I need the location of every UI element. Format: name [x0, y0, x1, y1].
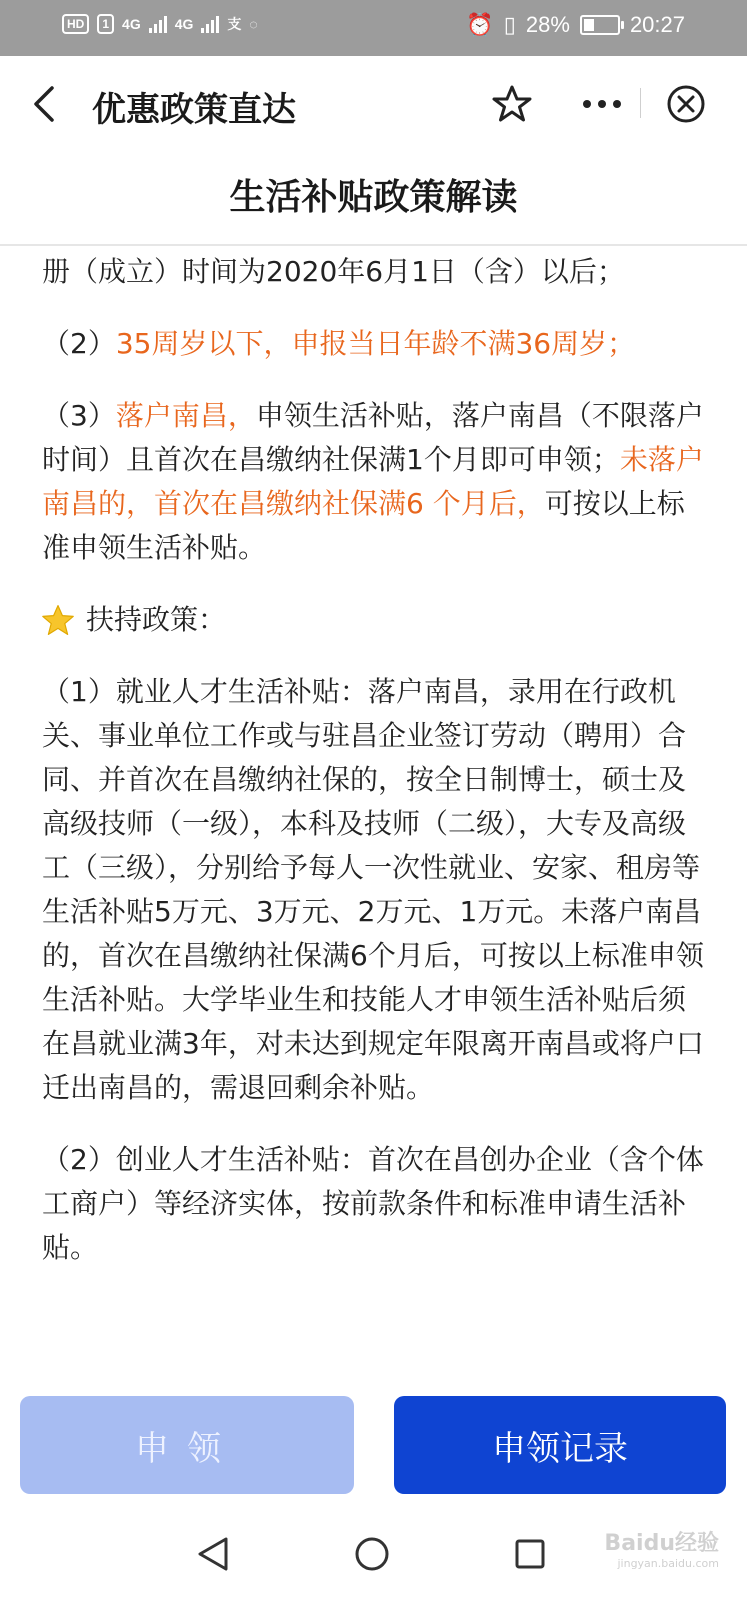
content-line: 册（成立）时间为2020年6月1日（含）以后； [42, 255, 625, 288]
signal-icon-2 [201, 15, 219, 33]
system-back-icon[interactable] [196, 1536, 230, 1572]
chat-icon: ◌ [249, 16, 258, 32]
condition-3-text-1: 申领生活补贴，落户南昌（不限落户时间）且首次在昌缴纳社保满1个月即可申领； [42, 399, 704, 476]
article-heading: 生活补贴政策解读 [229, 177, 518, 218]
status-bar [0, 0, 747, 56]
pay-icon: 支 [227, 16, 242, 32]
system-recent-icon[interactable] [514, 1538, 546, 1570]
condition-3-highlight-2: 未落户南昌的，首次在昌缴纳社保满6 个月后， [42, 443, 704, 520]
system-home-icon[interactable] [354, 1536, 390, 1572]
network-label-1: 4G [122, 16, 141, 32]
more-icon[interactable] [580, 84, 624, 124]
back-icon[interactable] [26, 84, 66, 124]
nav-divider [640, 88, 641, 118]
system-nav-bar [0, 1516, 747, 1599]
condition-2-number: （2） [42, 327, 116, 360]
section-title: 扶持政策： [86, 603, 227, 636]
policy-1: （1）就业人才生活补贴：落户南昌，录用在行政机关、事业单位工作或与驻昌企业签订劳动（聘用）合同、并首次在昌缴纳社保的，按全日制博士，硕士及高级技师（一级），本科及技师（二级），大专及高级工（三级），分别给予每人一次性就业、安家、租房等生活补贴5万元、3万元、2万元、1万元。未落户南昌的，首次在昌缴纳社保满6个月后，可按以上标准申领生活补贴。大学毕业生和技能人才申领生活补贴后须在昌就业满3年，对未达到规定年限离开南昌或将户口迁出南昌的，需退回剩余补贴。 [42, 675, 704, 1104]
close-icon[interactable] [666, 84, 706, 124]
condition-3 [42, 394, 710, 570]
vibrate-icon: ▯ [503, 12, 516, 37]
policy-2: （2）创业人才生活补贴：首次在昌创办企业（含个体工商户）等经济实体，按前款条件和标准申请生活补贴。 [42, 1143, 704, 1264]
clock: 20:27 [629, 12, 685, 37]
watermark-url: jingyan.baidu.com [617, 1557, 719, 1570]
condition-3-highlight-1: 落户南昌， [115, 399, 256, 432]
condition-3-text-2: 可按以上标准申领生活补贴。 [42, 487, 685, 564]
signal-icon-1 [149, 15, 167, 33]
network-label-2: 4G [174, 16, 194, 32]
apply-button[interactable]: 申领 [20, 1396, 354, 1494]
sim-badge: 1 [97, 14, 114, 34]
star-icon[interactable] [492, 84, 532, 124]
condition-3-number: （3） [42, 399, 116, 432]
condition-2-highlight: 35周岁以下，申报当日年龄不满36周岁； [115, 327, 636, 360]
article-content [42, 246, 710, 1346]
page-title: 优惠政策直达 [92, 90, 296, 130]
star-emoji-icon [42, 604, 74, 636]
section-header [42, 598, 710, 642]
battery-percent: 28% [525, 12, 570, 37]
condition-2 [42, 322, 710, 366]
watermark-brand: Baidu经验 [604, 1531, 719, 1556]
title-bar [0, 56, 747, 152]
hd-badge: HD [62, 14, 89, 34]
records-button[interactable]: 申领记录 [394, 1396, 726, 1494]
battery-icon [580, 15, 620, 35]
alarm-icon: ⏰ [466, 12, 494, 37]
watermark [604, 1526, 719, 1570]
